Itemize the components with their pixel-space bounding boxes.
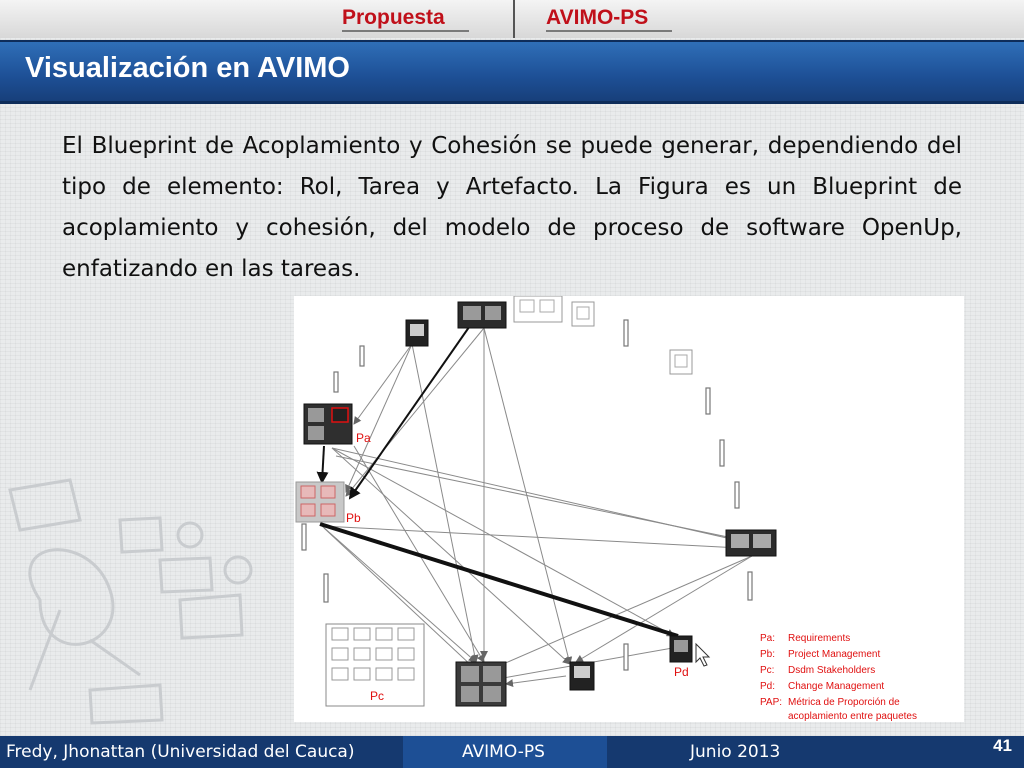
slide-title-bar <box>0 40 1024 104</box>
tab-separator <box>513 0 515 38</box>
legend-text-2: Dsdm Stakeholders <box>788 665 876 676</box>
cursor-icon <box>696 644 709 666</box>
slide-title: Visualización en AVIMO <box>25 52 350 84</box>
figure-legend <box>760 633 917 722</box>
top-tab-bar <box>0 0 1024 38</box>
background-sketch-decoration <box>0 440 300 740</box>
blueprint-figure <box>294 296 964 722</box>
legend-text-5: acoplamiento entre paquetes <box>788 711 917 722</box>
legend-text-0: Requirements <box>788 633 851 644</box>
slide-body-text: El Blueprint de Acoplamiento y Cohesión se puede generar, dependiendo del tipo de elemento: Rol, Tarea y Artefacto. La Figura es un Blueprint de acoplamiento y cohesión, del modelo de proceso de software OpenUp, enfatizando en las tareas. <box>62 133 962 282</box>
footer-author: Fredy, Jhonattan (Universidad del Cauca) <box>6 742 355 762</box>
tab-propuesta[interactable]: Propuesta <box>342 6 445 29</box>
legend-text-4: Métrica de Proporción de <box>788 697 900 708</box>
legend-key-4: PAP: <box>760 697 783 708</box>
legend-key-2: Pc: <box>760 665 775 676</box>
tab-avimo-ps-underline <box>546 30 672 32</box>
page-number: 41 <box>993 736 1012 755</box>
label-pa: Pa <box>356 431 371 445</box>
legend-key-0: Pa: <box>760 633 776 644</box>
light-boxes <box>514 296 692 374</box>
legend-key-3: Pd: <box>760 681 776 692</box>
label-pd: Pd <box>674 665 689 679</box>
legend-key-1: Pb: <box>760 649 776 660</box>
label-pb: Pb <box>346 511 361 525</box>
slide-footer <box>0 736 1024 768</box>
tab-avimo-ps[interactable]: AVIMO-PS <box>546 6 649 29</box>
legend-text-3: Change Management <box>788 681 885 692</box>
blueprint-diagram <box>294 296 964 722</box>
footer-project: AVIMO-PS <box>462 742 545 762</box>
tab-propuesta-underline <box>342 30 469 32</box>
footer-date: Junio 2013 <box>690 742 781 762</box>
label-pc: Pc <box>370 689 385 703</box>
legend-text-1: Project Management <box>788 649 881 660</box>
